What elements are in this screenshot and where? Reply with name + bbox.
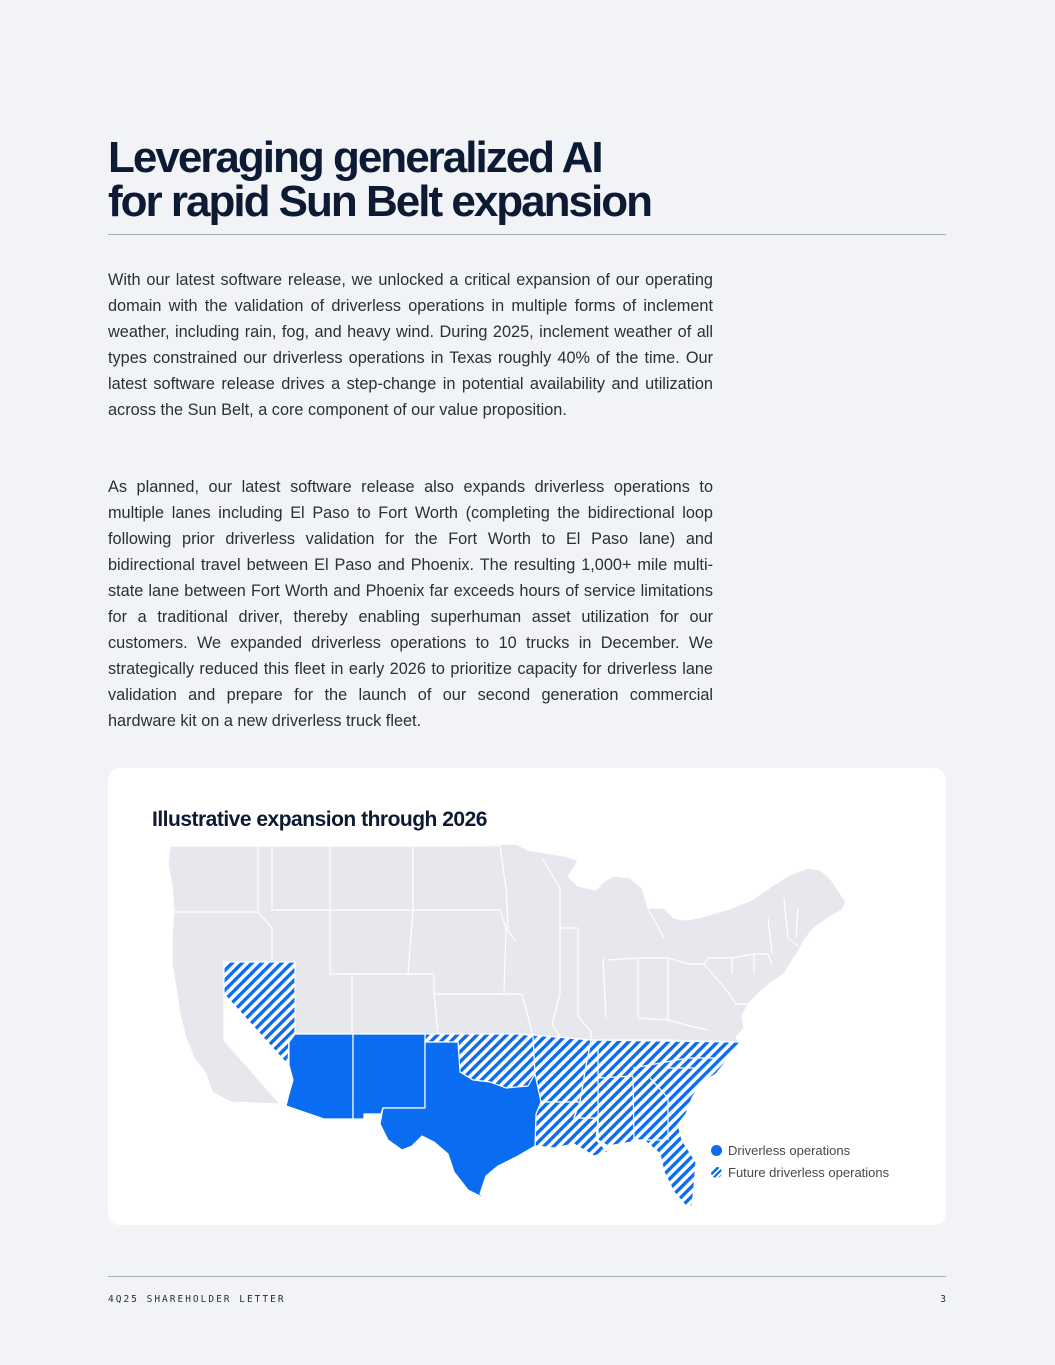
- legend-item-driverless: [711, 1139, 889, 1161]
- solid-dot-icon: [711, 1145, 722, 1156]
- footer-divider: [108, 1276, 946, 1277]
- state-arizona: [286, 1034, 353, 1119]
- body-paragraph-2: As planned, our latest software release also expands driverless operations to multiple lanes including El Paso to Fort Worth (completing the bidirectional loop following prior driverless validation for the Fort Worth to El Paso lane) and bidirectional travel between El Paso and Phoenix. The resulting 1,000+ mile multi-state lane between Fort Worth and Phoenix far exceeds hours of service limitations for a traditional driver, thereby enabling superhuman asset utilization for our customers. We expanded driverless operations to 10 trucks in December. We strategically reduced this fleet in early 2026 to prioritize capacity for driverless lane validation and prepare for the launch of our second generation commercial hardware kit on a new driverless truck fleet.: [108, 478, 713, 730]
- map-legend: [711, 1139, 889, 1183]
- footer-label: 4Q25 SHAREHOLDER LETTER: [108, 1294, 286, 1305]
- map-card-title: Illustrative expansion through 2026: [152, 808, 487, 831]
- page-title: [108, 133, 651, 226]
- legend-label-future: Future driverless operations: [728, 1164, 890, 1180]
- state-nevada: [224, 962, 295, 1065]
- page-title-line-1: Leveraging generalized AI: [108, 133, 602, 182]
- body-paragraph-1: With our latest software release, we unlocked a critical expansion of our operating domain with the validation of driverless operations in multiple forms of inclement weather, including rain, fog, and heavy wind. During 2025, inclement weather of all types constrained our driverless operations in Texas roughly 40% of the time. Our latest software release drives a step-change in potential availability and utilization across the Sun Belt, a core component of our value proposition.: [108, 271, 713, 419]
- state-new-mexico: [353, 1034, 425, 1119]
- legend-item-future: [711, 1161, 889, 1183]
- map-card: [108, 768, 946, 1225]
- page-title-line-2: for rapid Sun Belt expansion: [108, 177, 651, 226]
- title-divider: [108, 234, 946, 235]
- hatched-dot-icon: [711, 1167, 722, 1178]
- page-number: 3: [940, 1294, 946, 1305]
- legend-label-driverless: Driverless operations: [728, 1142, 851, 1158]
